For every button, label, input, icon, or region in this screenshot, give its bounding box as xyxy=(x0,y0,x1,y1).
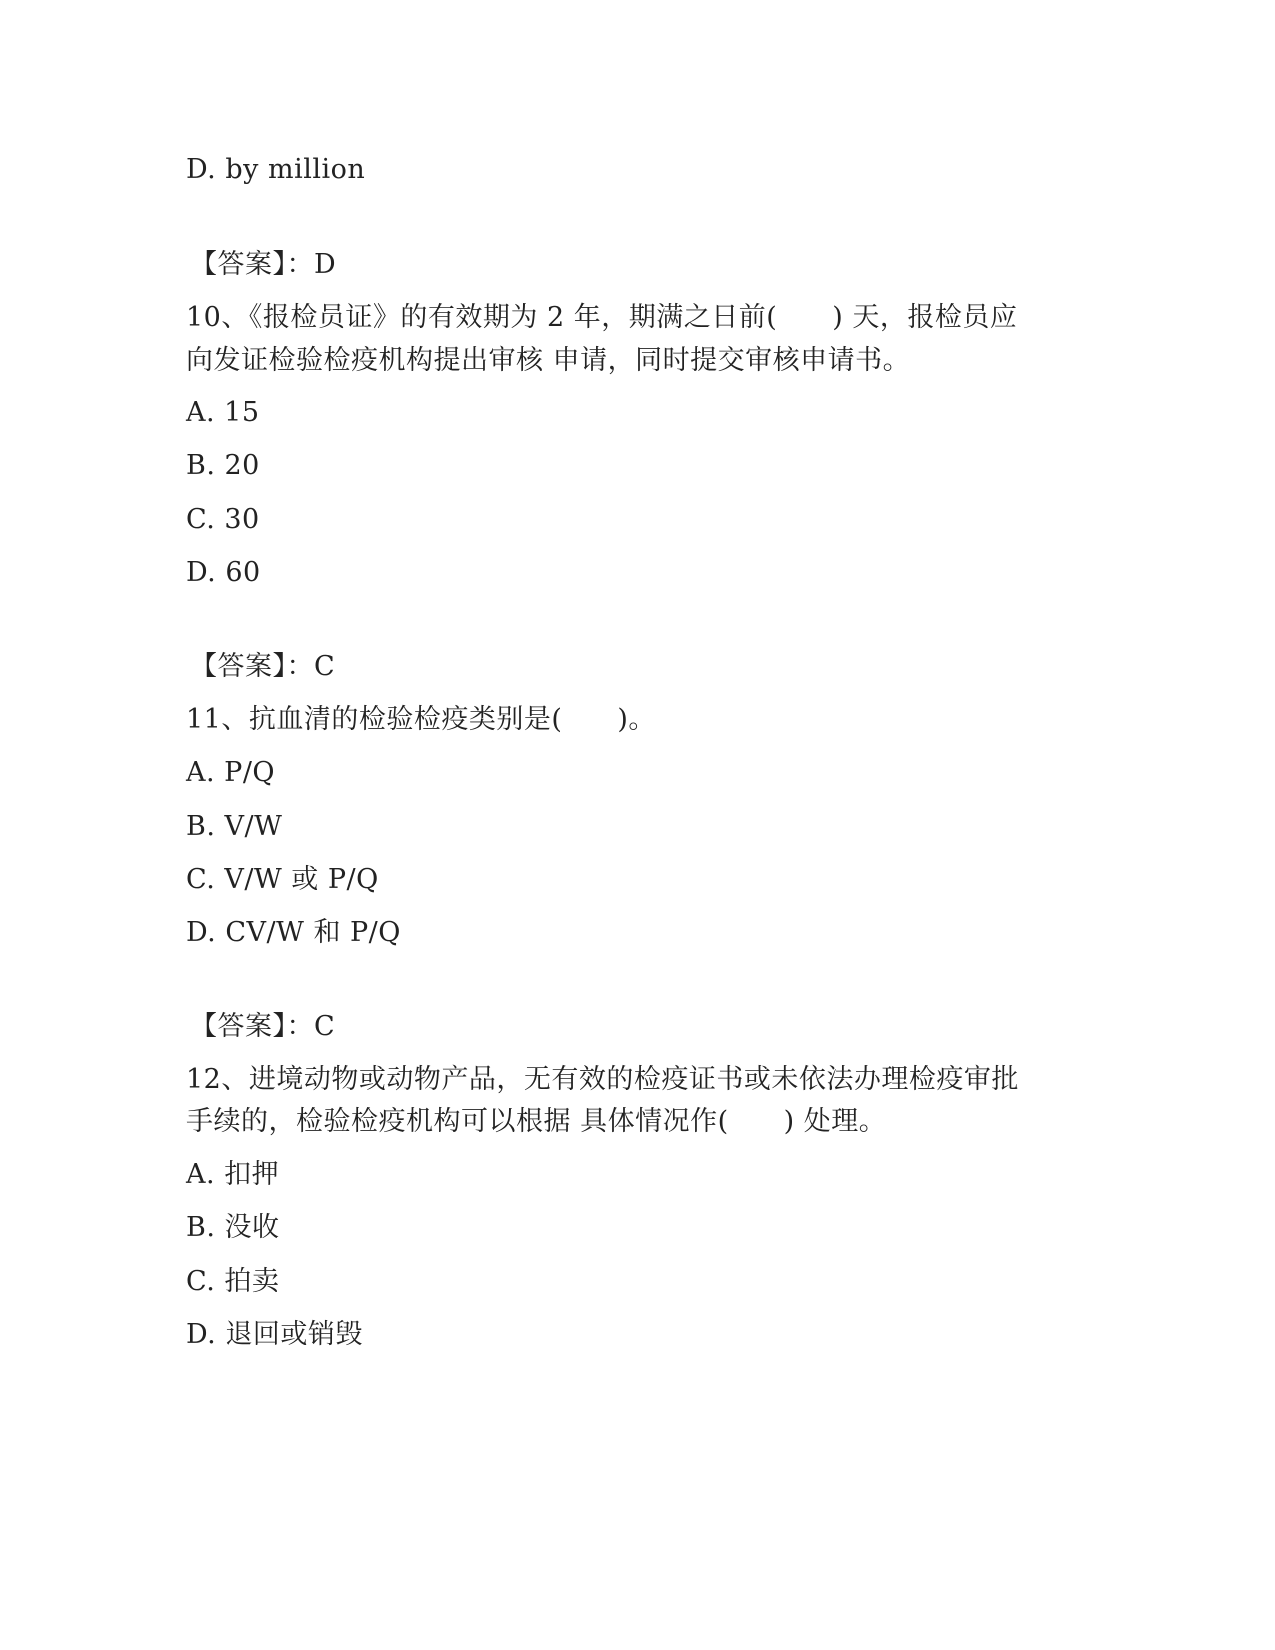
q10-option-d: D. 60 xyxy=(186,557,261,588)
q10-option-c: C. 30 xyxy=(186,504,260,535)
q11-option-c: C. V/W 或 P/Q xyxy=(186,864,379,895)
q11-answer: 【答案】：C xyxy=(190,1011,336,1042)
q10-answer: 【答案】：C xyxy=(190,651,336,682)
q11-option-a: A. P/Q xyxy=(186,757,276,788)
q12-option-c: C. 拍卖 xyxy=(186,1266,280,1297)
q9-answer: 【答案】：D xyxy=(190,249,337,280)
q10-option-b: B. 20 xyxy=(186,450,260,481)
q12-option-a: A. 扣押 xyxy=(186,1159,280,1190)
q12-stem-line1: 12、进境动物或动物产品，无有效的检疫证书或未依法办理检疫审批 xyxy=(186,1064,1019,1095)
q11-stem: 11、抗血清的检验检疫类别是( )。 xyxy=(186,704,656,735)
q12-stem-line2: 手续的，检验检疫机构可以根据 具体情况作( ) 处理。 xyxy=(186,1106,887,1137)
q10-stem-line2: 向发证检验检疫机构提出审核 申请，同时提交审核申请书。 xyxy=(186,345,911,376)
q9-option-d: D. by million xyxy=(186,154,366,185)
q11-option-d: D. CV/W 和 P/Q xyxy=(186,917,401,948)
q10-option-a: A. 15 xyxy=(186,397,260,428)
q11-option-b: B. V/W xyxy=(186,811,283,842)
q12-option-b: B. 没收 xyxy=(186,1212,280,1243)
q12-option-d: D. 退回或销毁 xyxy=(186,1319,363,1350)
q10-stem-line1: 10、《报检员证》的有效期为 2 年，期满之日前( ) 天，报检员应 xyxy=(186,302,1018,333)
